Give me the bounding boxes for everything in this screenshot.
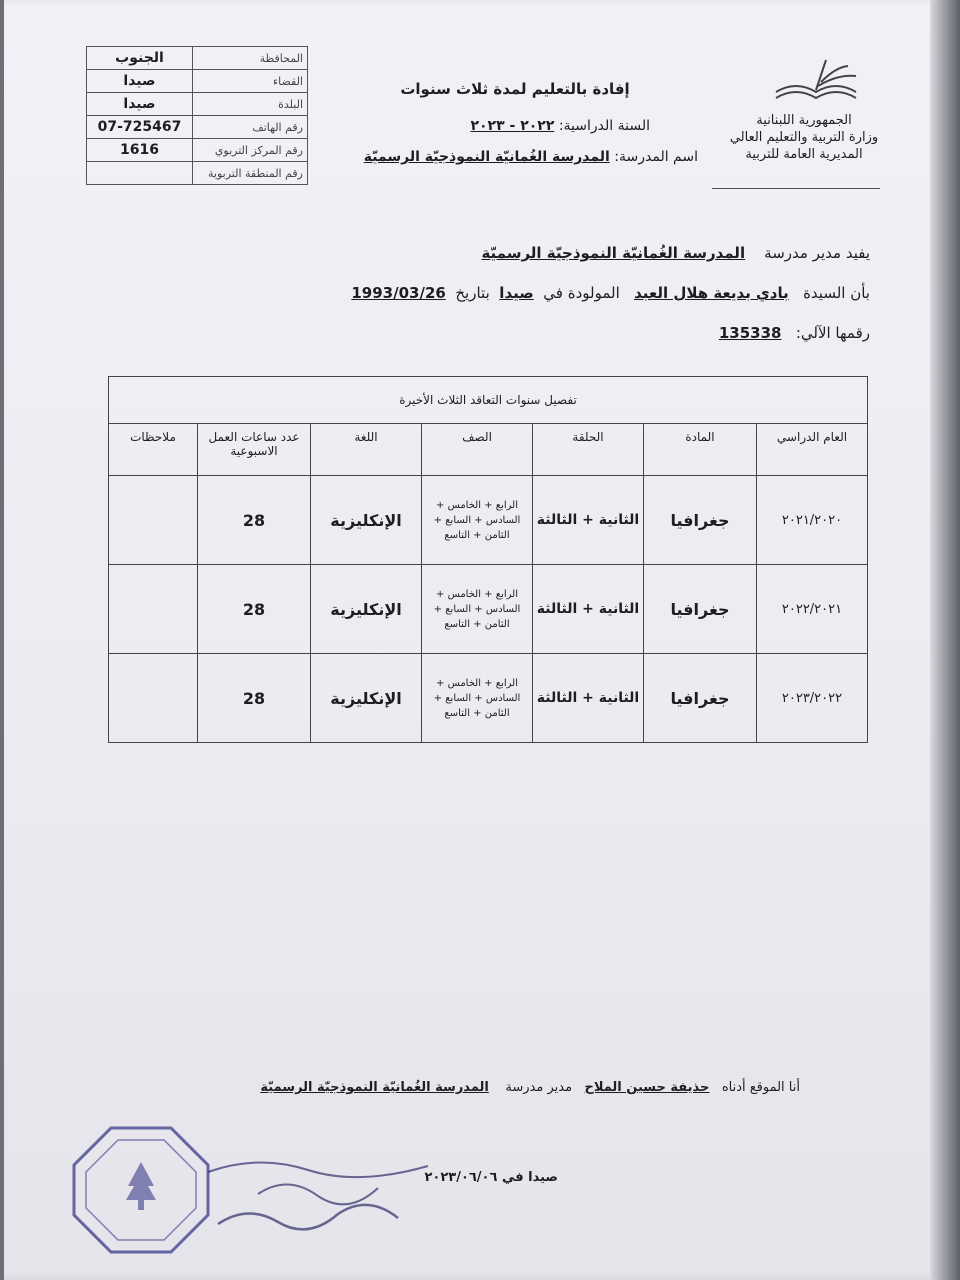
- header-year: العام الدراسي: [757, 424, 868, 476]
- statement-line-3: [640, 324, 870, 342]
- person-name: بادي بديعة هلال العبد: [634, 284, 789, 302]
- signer-prefix: أنا الموقع أدناه: [721, 1080, 800, 1095]
- cell-cycle: الثانية + الثالثة: [533, 654, 644, 743]
- cell-subject: جغرافيا: [644, 565, 757, 654]
- info-row: [87, 162, 308, 185]
- table-row: [109, 565, 868, 654]
- info-value: 07-725467: [87, 116, 193, 139]
- cell-notes: [109, 654, 198, 743]
- info-value: الجنوب: [87, 47, 193, 70]
- cell-grades: الرابع + الخامس + السادس + السابع + الثامن + التاسع: [422, 476, 533, 565]
- info-value: 1616: [87, 139, 193, 162]
- cell-language: الإنكليزية: [311, 476, 422, 565]
- cell-year: ٢٠٢٣/٢٠٢٢: [757, 654, 868, 743]
- signer-name: حذيفة حسين الملاح: [584, 1080, 710, 1095]
- header-cycle: الحلقة: [533, 424, 644, 476]
- birth-date-label: بتاريخ: [455, 284, 490, 302]
- birth-label: المولودة في: [543, 284, 620, 302]
- ministry-logo-icon: [766, 52, 866, 108]
- id-label: رقمها الآلي:: [795, 324, 870, 342]
- gov-line-3: المديرية العامة للتربية: [745, 147, 863, 162]
- school-year-label: السنة الدراسية:: [558, 118, 650, 134]
- statement-line-1: [470, 244, 870, 262]
- cell-language: الإنكليزية: [311, 654, 422, 743]
- header-language: اللغة: [311, 424, 422, 476]
- table-row: [109, 476, 868, 565]
- cell-grades: الرابع + الخامس + السادس + السابع + الثامن + التاسع: [422, 654, 533, 743]
- signer-school: المدرسة الغُمانيّة النموذجيّة الرسميّة: [260, 1080, 489, 1095]
- cell-cycle: الثانية + الثالثة: [533, 565, 644, 654]
- info-label: القضاء: [193, 70, 308, 93]
- info-row: [87, 70, 308, 93]
- school-name-value: المدرسة الغُمانيّة النموذجيّة الرسميّة: [363, 149, 610, 165]
- gov-line-1: الجمهورية اللبنانية: [756, 113, 852, 128]
- cell-language: الإنكليزية: [311, 565, 422, 654]
- info-value: صيدا: [87, 93, 193, 116]
- birth-place: صيدا: [499, 284, 534, 302]
- page-edge: [930, 0, 960, 1280]
- id-value: 135338: [718, 324, 782, 342]
- statement-prefix: يفيد مدير مدرسة: [764, 244, 870, 262]
- table-header-row: [109, 424, 868, 476]
- statement-line-2: [300, 284, 870, 302]
- place-date: صيدا في ٢٠٢٣/٠٦/٠٦: [424, 1170, 558, 1185]
- table-row: [109, 654, 868, 743]
- info-label: رقم الهاتف: [193, 116, 308, 139]
- school-name-label: اسم المدرسة:: [614, 149, 698, 165]
- school-year-value: ٢٠٢٢ - ٢٠٢٣: [470, 118, 555, 134]
- school-year-row: [380, 118, 650, 134]
- info-label: المحافظة: [193, 47, 308, 70]
- cell-grades: الرابع + الخامس + السادس + السابع + الثامن + التاسع: [422, 565, 533, 654]
- signer-line: [176, 1080, 800, 1095]
- cell-cycle: الثانية + الثالثة: [533, 476, 644, 565]
- info-row: [87, 47, 308, 70]
- document-title: إفادة بالتعليم لمدة ثلاث سنوات: [400, 80, 630, 98]
- cell-hours: 28: [198, 476, 311, 565]
- cell-hours: 28: [198, 565, 311, 654]
- header-hours: عدد ساعات العمل الاسبوعية: [198, 424, 311, 476]
- signature-icon: [198, 1144, 438, 1244]
- cell-subject: جغرافيا: [644, 476, 757, 565]
- header-subject: المادة: [644, 424, 757, 476]
- info-row: [87, 139, 308, 162]
- cell-notes: [109, 476, 198, 565]
- info-label: البلدة: [193, 93, 308, 116]
- cell-hours: 28: [198, 654, 311, 743]
- contract-years-table: [108, 376, 868, 743]
- header-divider: [712, 188, 880, 189]
- gov-line-2: وزارة التربية والتعليم العالي: [729, 130, 879, 145]
- cell-year: ٢٠٢٢/٢٠٢١: [757, 565, 868, 654]
- info-value: [87, 162, 193, 185]
- signer-role: مدير مدرسة: [505, 1080, 573, 1095]
- header-grade: الصف: [422, 424, 533, 476]
- info-row: [87, 116, 308, 139]
- person-prefix: بأن السيدة: [803, 284, 870, 302]
- birth-date: 1993/03/26: [351, 284, 446, 302]
- info-box: [86, 46, 308, 185]
- info-row: [87, 93, 308, 116]
- official-stamp-icon: [66, 1120, 216, 1260]
- table-caption: تفصيل سنوات التعاقد الثلاث الأخيرة: [109, 377, 868, 424]
- info-label: رقم المنطقة التربوية: [193, 162, 308, 185]
- statement-school: المدرسة الغُمانيّة النموذجيّة الرسميّة: [481, 244, 746, 262]
- cell-year: ٢٠٢١/٢٠٢٠: [757, 476, 868, 565]
- school-name-row: [330, 149, 698, 165]
- info-label: رقم المركز التربوي: [193, 139, 308, 162]
- header-notes: ملاحظات: [109, 424, 198, 476]
- cell-notes: [109, 565, 198, 654]
- info-value: صيدا: [87, 70, 193, 93]
- cell-subject: جغرافيا: [644, 654, 757, 743]
- government-header: [704, 112, 904, 163]
